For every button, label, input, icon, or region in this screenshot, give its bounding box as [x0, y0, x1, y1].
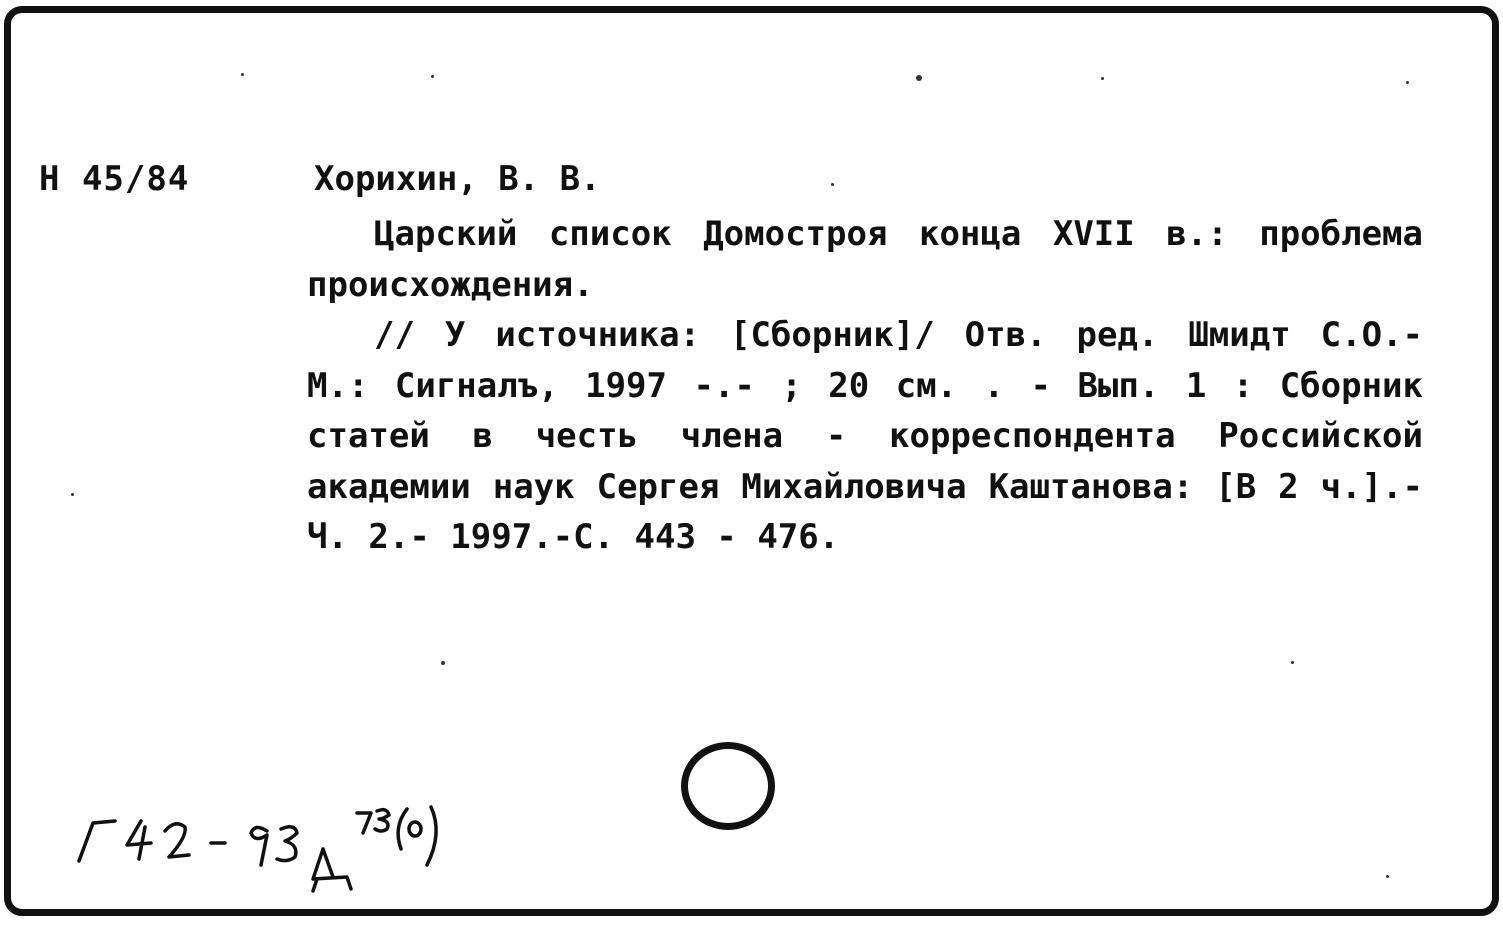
- handwritten-call-number: [71, 803, 571, 908]
- bibliographic-description: [307, 209, 1423, 563]
- punch-hole: [681, 742, 775, 830]
- scan-speck: [916, 75, 922, 81]
- scan-speck: [241, 73, 244, 76]
- catalog-card: [4, 6, 1499, 916]
- title-paragraph: Царский список Домостроя конца XVII в.: проблема происхождения.: [307, 214, 1423, 305]
- author-heading: Хорихин, В. В.: [314, 159, 601, 199]
- scan-speck: [71, 493, 74, 496]
- scan-speck: [441, 661, 445, 665]
- scan-speck: [1406, 81, 1409, 84]
- source-paragraph: // У источника: [Сборник]/ Отв. ред. Шмидт С.О.- М.: Сигналъ, 1997 -.- ; 20 см. . - Вып. 1 : Сборник статей в честь члена - корреспондента Российской академии наук Сергея Михайловича Каштанова: [В 2 ч.].- Ч. 2.- 1997.-С. 443 - 476.: [307, 315, 1423, 557]
- scan-speck: [431, 75, 434, 78]
- scan-speck: [1386, 875, 1389, 878]
- scan-speck: [1291, 661, 1294, 664]
- scan-speck: [831, 183, 834, 186]
- shelfmark: Н 45/84: [39, 159, 190, 199]
- scan-speck: [1101, 77, 1104, 80]
